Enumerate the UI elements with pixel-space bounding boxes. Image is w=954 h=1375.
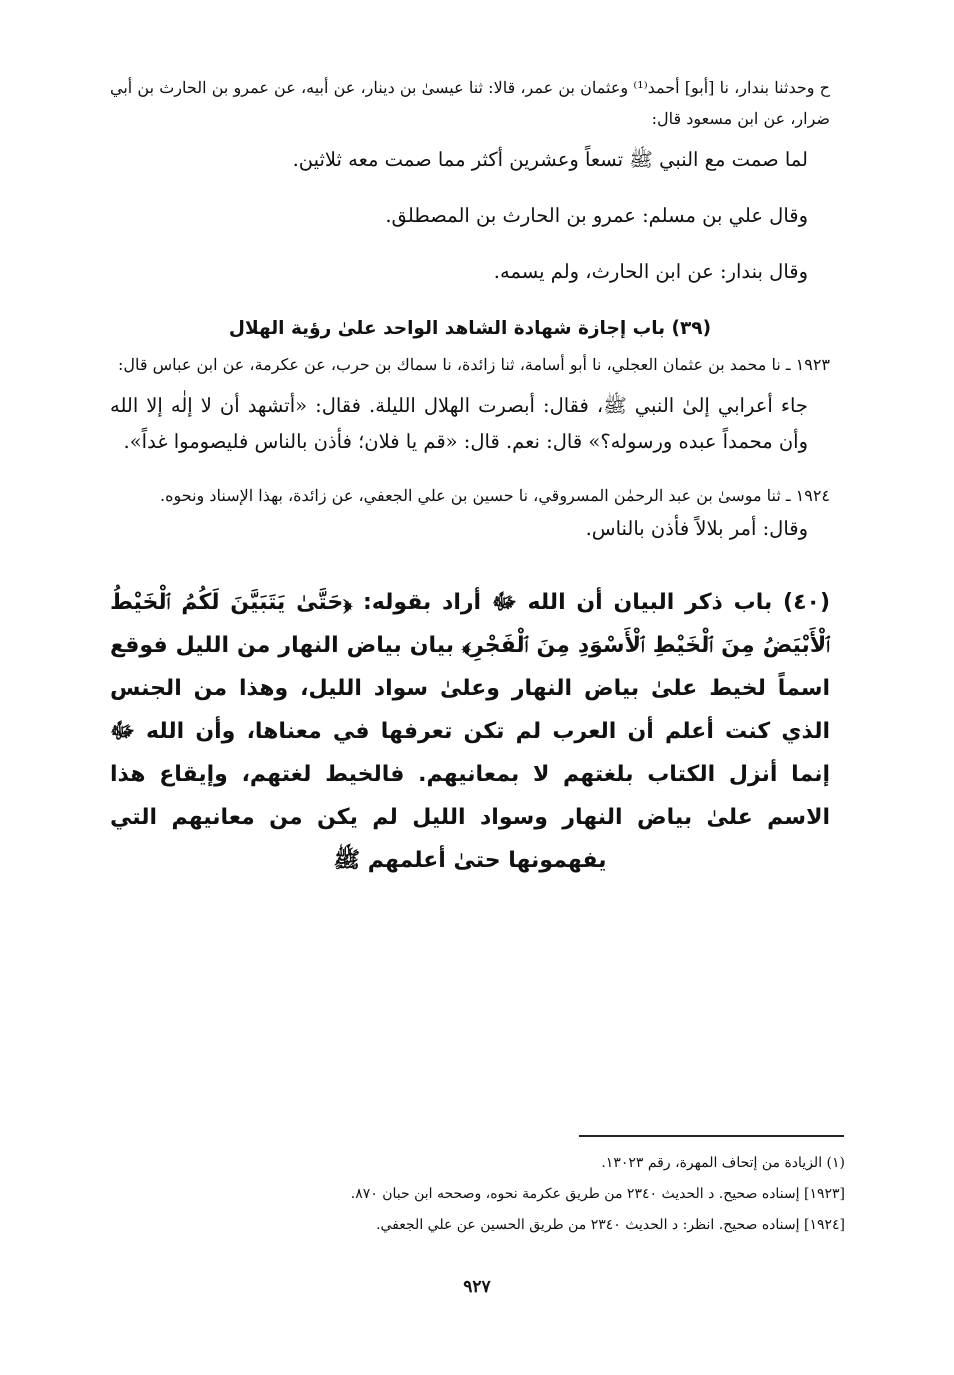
page-body xyxy=(110,72,830,904)
footnote: (١) الزيادة من إتحاف المهرة، رقم ١٣٠٢٣. xyxy=(601,1155,845,1171)
footnote-divider xyxy=(579,1135,844,1137)
hadith-text: لما صمت مع النبي ﷺ تسعاً وعشرين أكثر مما صمت معه ثلاثين. xyxy=(292,148,808,171)
page-number: ٩٢٧ xyxy=(463,1277,491,1297)
narrator-note: وقال علي بن مسلم: عمرو بن الحارث بن المصطلق. xyxy=(385,204,808,227)
hadith-1923-text: جاء أعرابي إلىٰ النبي ﷺ، فقال: أبصرت الهلال الليلة. فقال: «أتشهد أن لا إلٰه إلا الله وأن محمداً عبده ورسوله؟» قال: نعم. قال: «قم يا فلان؛ فأذن بالناس فليصوموا غداً». xyxy=(110,394,808,453)
footnotes xyxy=(110,1148,845,1241)
isnad-paragraph: ح وحدثنا بندار، نا [أبو] أحمد⁽¹⁾ وعثمان بن عمر، قالا: ثنا عيسىٰ بن دينار، عن أبيه، عن عمرو بن الحارث بن أبي ضرار، عن ابن مسعود قال: xyxy=(110,78,830,128)
hadith-1924-isnad: ١٩٢٤ ـ ثنا موسىٰ بن عبد الرحمٰن المسروقي، نا حسين بن علي الجعفي، عن زائدة، بهذا الإسناد ونحوه. xyxy=(160,486,830,505)
narrator-note: وقال بندار: عن ابن الحارث، ولم يسمه. xyxy=(493,260,808,283)
chapter-heading-40: (٤٠) باب ذكر البيان أن الله ﷻ أراد بقوله: ﴿حَتَّىٰ يَتَبَيَّنَ لَكُمُ ٱلْخَيْطُ ٱلْأَبْيَضُ مِنَ ٱلْخَيْطِ ٱلْأَسْوَدِ مِنَ ٱلْفَجْرِ﴾ بيان بياض النهار من الليل فوقع اسماً لخيط علىٰ بياض النهار وعلىٰ سواد الليل، وهذا من الجنس الذي كنت أعلم أن العرب لم تكن تعرفها في معناها، وأن الله ﷻ إنما أنزل الكتاب بلغتهم لا بمعانيهم. فالخيط لغتهم، وإيقاع هذا الاسم علىٰ بياض النهار وسواد الليل لم يكن من معانيهم التي يفهمونها حتىٰ أعلمهم ﷺ xyxy=(110,590,830,873)
chapter-heading: (٣٩) باب إجازة شهادة الشاهد الواحد علىٰ رؤية الهلال xyxy=(228,318,712,339)
footnote: [١٩٢٤] إسناده صحيح. انظر: د الحديث ٢٣٤٠ من طريق الحسين عن علي الجعفي. xyxy=(376,1217,845,1233)
hadith-1923-isnad: ١٩٢٣ ـ نا محمد بن عثمان العجلي، نا أبو أسامة، ثنا زائدة، نا سماك بن حرب، عن عكرمة، عن ابن عباس قال: xyxy=(117,355,830,374)
hadith-1924-text: وقال: أمر بلالاً فأذن بالناس. xyxy=(585,517,808,540)
footnote: [١٩٢٣] إسناده صحيح. د الحديث ٢٣٤٠ من طريق عكرمة نحوه، وصححه ابن حبان ٨٧٠. xyxy=(350,1186,845,1202)
